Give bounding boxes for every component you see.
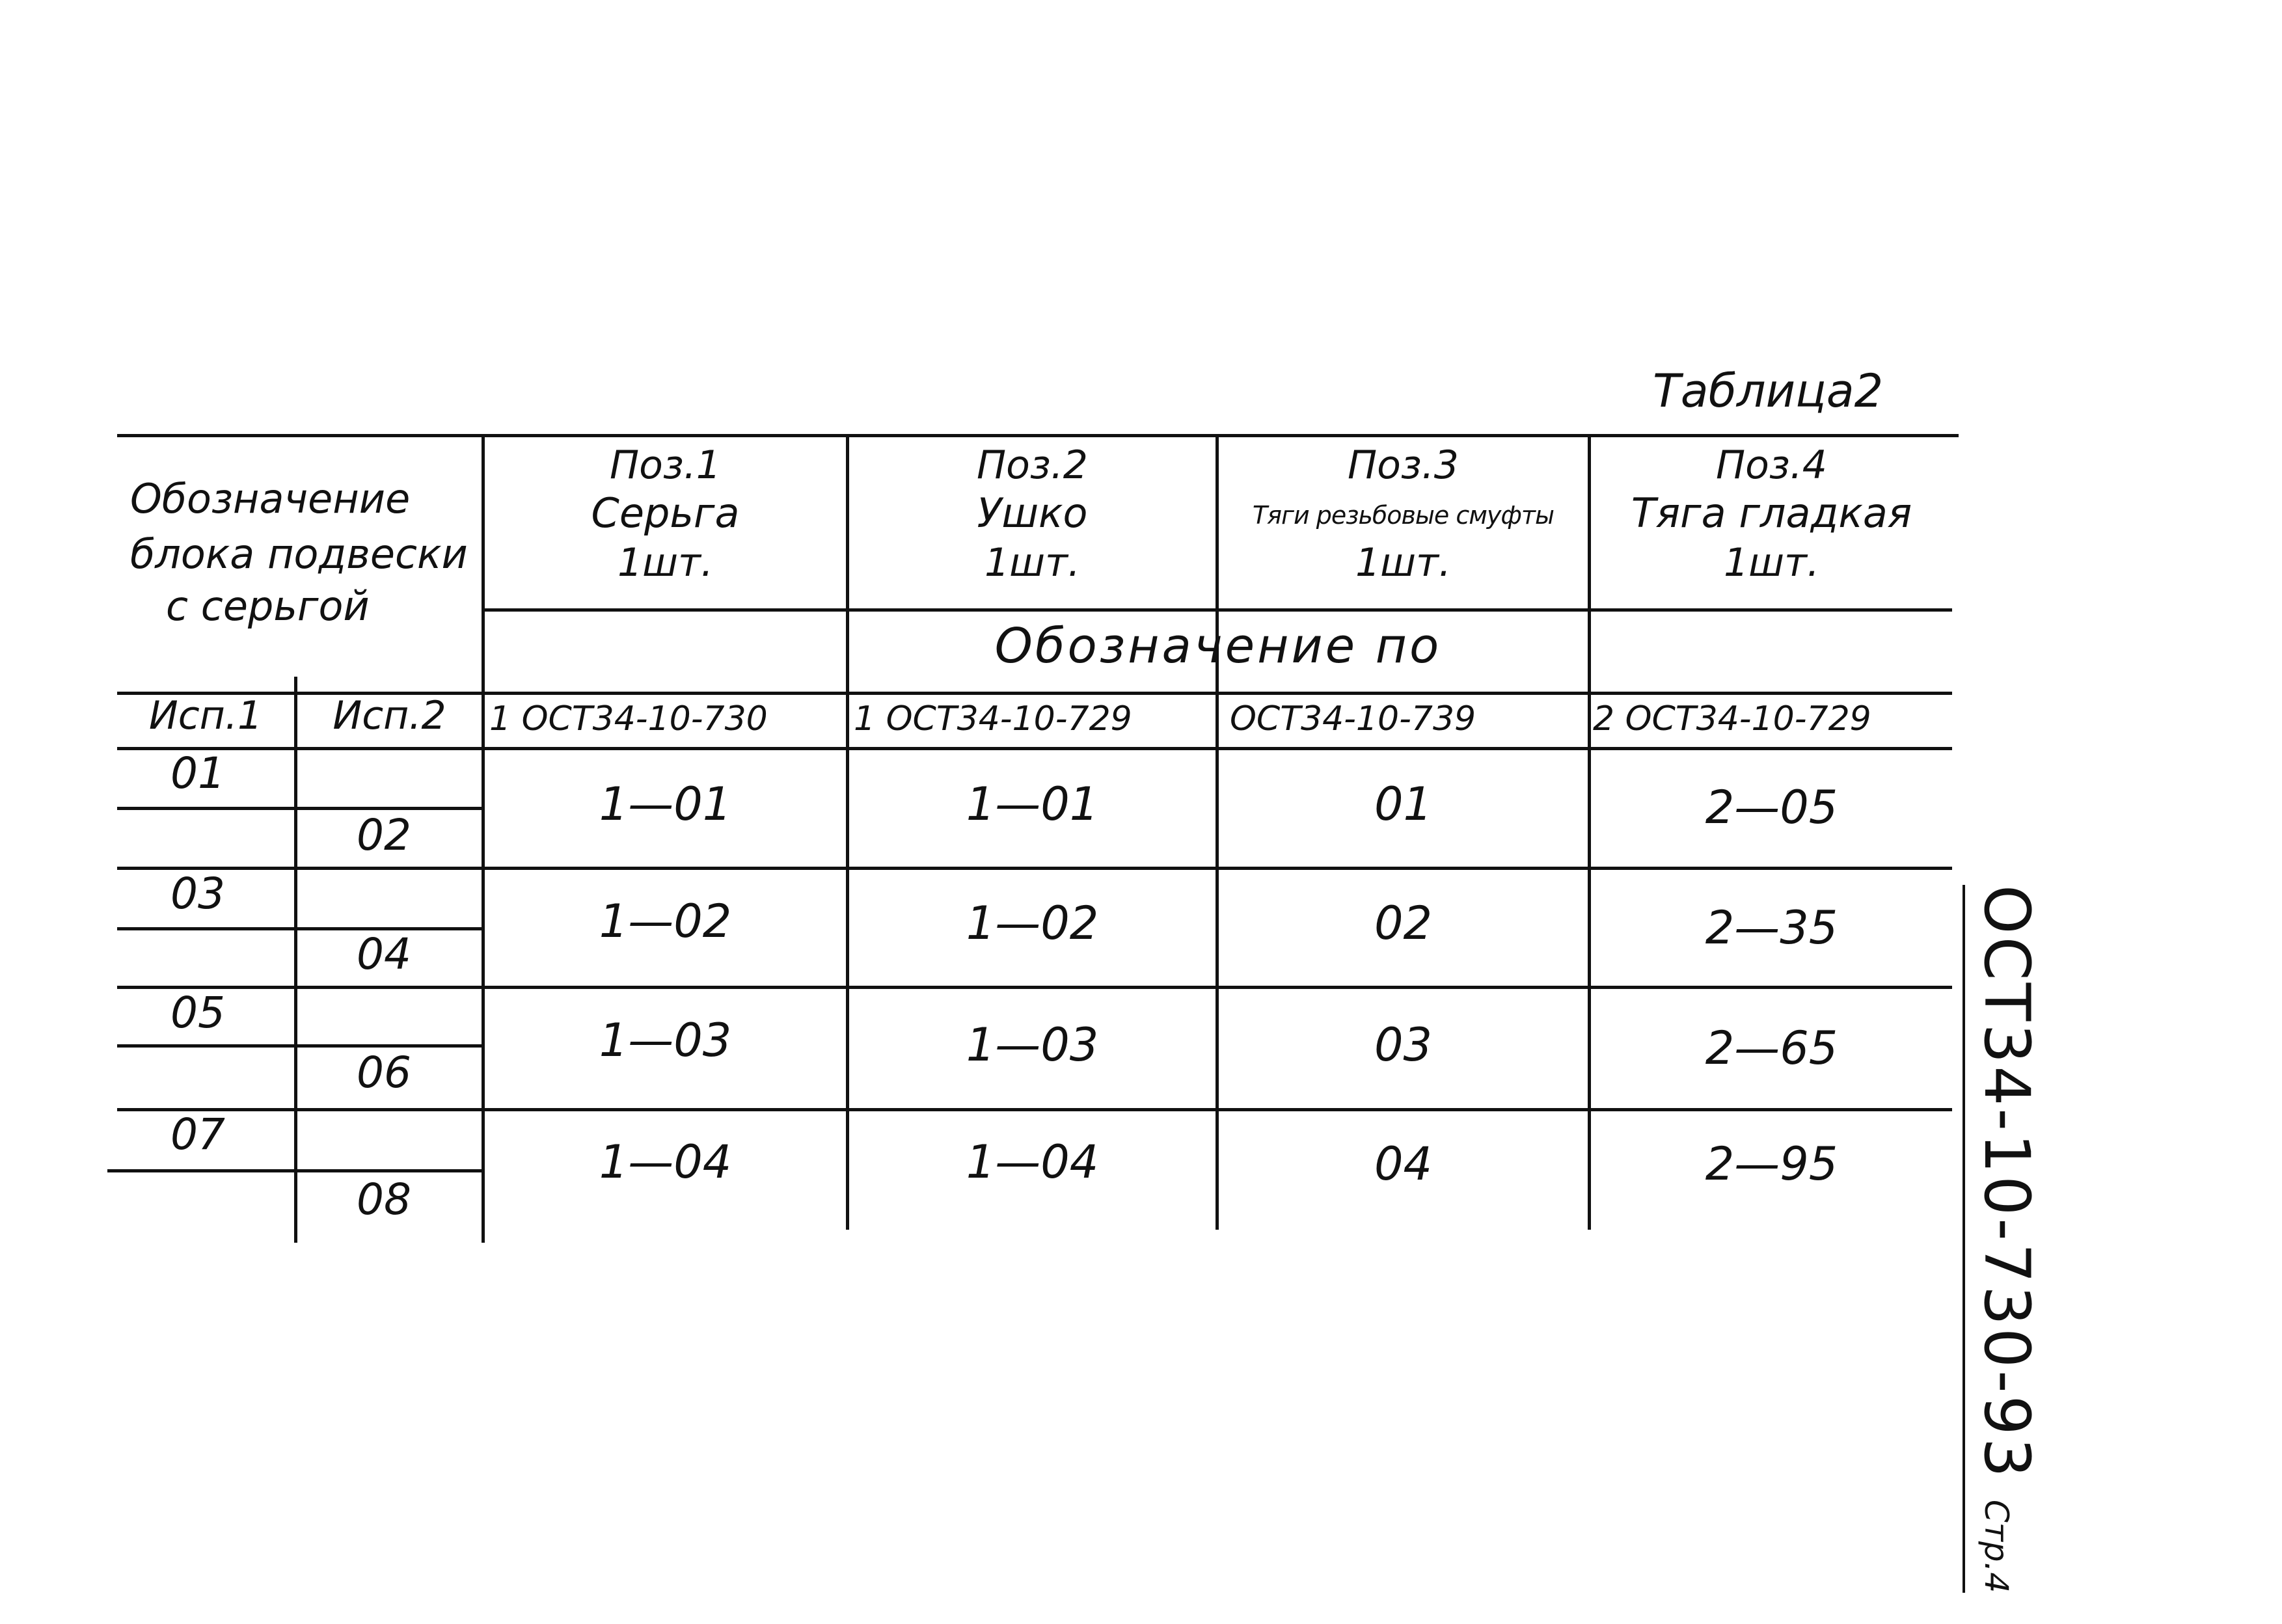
- row-4-pos4-value: 2—95: [1705, 1137, 1838, 1191]
- side-underline: [1963, 885, 1965, 1593]
- row-1-pos2-value: 1—01: [966, 778, 1099, 831]
- row-2-pos2-value: 1—02: [966, 897, 1099, 950]
- row-3-pos4-value: 2—65: [1705, 1022, 1838, 1075]
- row-4-isp2: 08: [357, 1174, 411, 1225]
- rule-row-3-mid: [117, 1044, 485, 1048]
- pos-2-qty: 1шт.: [984, 540, 1081, 586]
- row-3-pos2-value: 1—03: [966, 1018, 1099, 1072]
- document-number: ОСТ34-10-730-93: [1970, 885, 2043, 1480]
- table-top-rule: [117, 434, 1959, 437]
- row-3-pos3-value: 03: [1374, 1018, 1433, 1072]
- page-number: Стр.4: [1977, 1499, 2015, 1593]
- pos-2-name: Ушко: [977, 489, 1088, 537]
- row-4-pos2-value: 1—04: [966, 1135, 1099, 1189]
- standard-pos-1: 1 ОСТ34-10-730: [489, 699, 768, 738]
- standard-pos-4: 2 ОСТ34-10-729: [1593, 699, 1871, 738]
- pos-3-label: Поз.3: [1348, 442, 1459, 488]
- pos-1-label: Поз.1: [610, 442, 721, 488]
- row-2-pos3-value: 02: [1374, 897, 1433, 950]
- rule-under-standards: [117, 747, 1952, 750]
- designation-header-line-1: Обозначение: [130, 475, 411, 522]
- row-2-pos1-value: 1—02: [599, 895, 732, 948]
- row-3-isp2: 06: [357, 1048, 411, 1098]
- side-document-designation: [1970, 885, 2043, 1593]
- isp-2-header: Исп.2: [333, 693, 446, 738]
- row-4-pos1-value: 1—04: [599, 1135, 732, 1189]
- pos-4-name: Тяга гладкая: [1631, 489, 1912, 537]
- pos-4-label: Поз.4: [1716, 442, 1827, 488]
- standard-pos-3: ОСТ34-10-739: [1230, 699, 1476, 738]
- pos-4-qty: 1шт.: [1723, 540, 1820, 586]
- row-1-isp2: 02: [357, 810, 411, 860]
- designation-header-line-3: с серьгой: [166, 582, 370, 630]
- row-2-isp2: 04: [357, 929, 411, 979]
- row-4-isp1: 07: [170, 1109, 225, 1159]
- pos-3-name: Тяги резьбовые смуфты: [1252, 501, 1555, 530]
- sub-header-designation-by: Обозначение по: [994, 618, 1442, 674]
- row-1-pos3-value: 01: [1374, 778, 1433, 831]
- pos-1-name: Серьга: [591, 489, 740, 537]
- designation-header-line-2: блока подвески: [130, 530, 468, 578]
- table-title: Таблица2: [1653, 364, 1884, 418]
- col-rule-isp: [294, 677, 297, 1243]
- rule-row-1-mid: [117, 807, 485, 810]
- standard-pos-2: 1 ОСТ34-10-729: [854, 699, 1132, 738]
- rule-row-1-end: [117, 867, 1952, 870]
- isp-1-header: Исп.1: [148, 693, 263, 738]
- row-2-pos4-value: 2—35: [1705, 901, 1838, 954]
- pos-1-qty: 1шт.: [617, 540, 714, 586]
- rule-row-2-mid: [117, 927, 485, 930]
- pos-3-qty: 1шт.: [1355, 540, 1452, 586]
- row-3-pos1-value: 1—03: [599, 1014, 732, 1067]
- rule-row-3-end: [117, 1108, 1952, 1111]
- row-2-isp1: 03: [170, 869, 225, 919]
- rule-row-2-end: [117, 986, 1952, 989]
- row-4-pos3-value: 04: [1374, 1137, 1433, 1191]
- pos-2-label: Поз.2: [977, 442, 1088, 488]
- row-3-isp1: 05: [170, 988, 225, 1038]
- row-1-isp1: 01: [170, 748, 225, 798]
- row-1-pos1-value: 1—01: [599, 778, 732, 831]
- row-1-pos4-value: 2—05: [1705, 781, 1838, 834]
